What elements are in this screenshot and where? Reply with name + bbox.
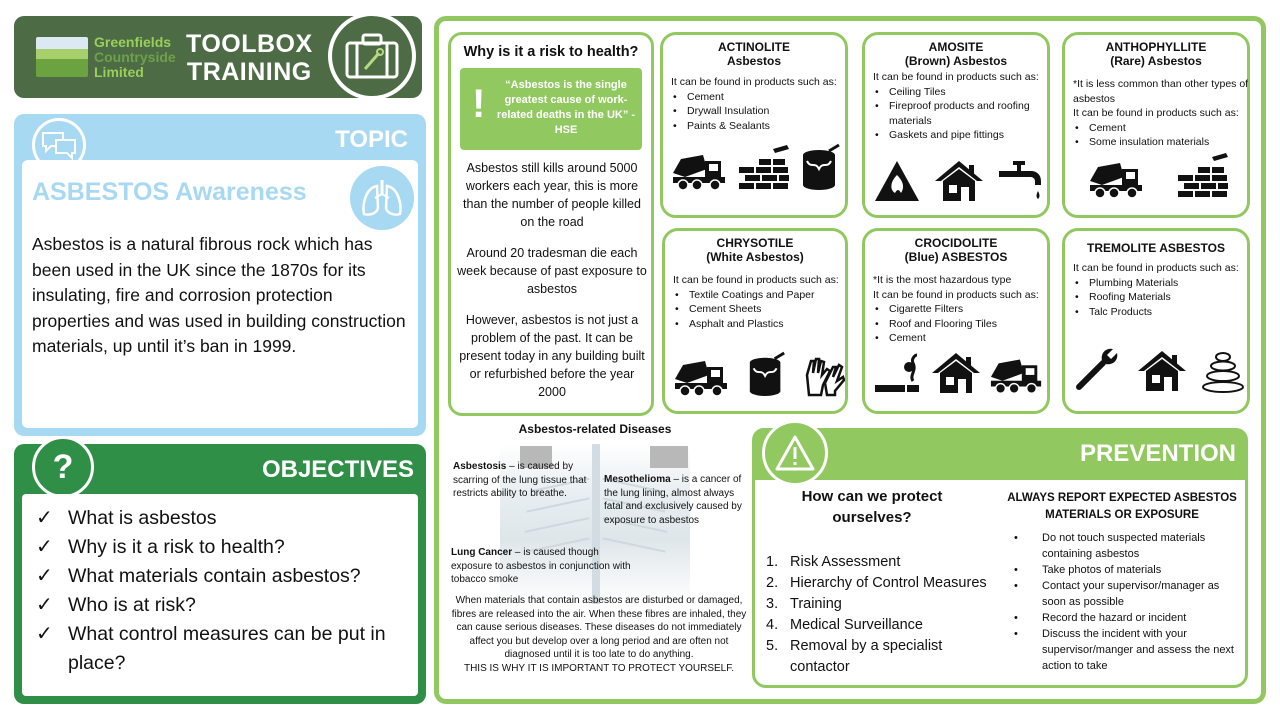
card-body <box>1073 261 1253 319</box>
card-intro: It can be found in products such as: <box>873 71 1039 83</box>
page-title <box>186 30 313 86</box>
hse-quote <box>460 68 642 150</box>
why-risk-title: Why is it a risk to health? <box>463 44 639 60</box>
protect-title: How can we protect ourselves? <box>801 488 943 526</box>
why-paragraph: Around 20 tradesman die each week because of past exposure to asbestos <box>457 246 647 296</box>
list-item: • Gaskets and pipe fittings <box>873 128 1053 143</box>
diseases-title: Asbestos-related Diseases <box>518 422 672 436</box>
lungs-icon <box>360 178 404 218</box>
quote-text: “Asbestos is the single greatest cause of work-related deaths in the UK” - HSE <box>496 79 636 136</box>
list-item: • Cement <box>873 331 1053 346</box>
paint-can-icon <box>799 143 843 191</box>
house-icon <box>933 159 985 203</box>
card-title: CROCIDOLITE (Blue) ASBESTOS <box>904 236 1008 264</box>
card-body <box>873 273 1053 346</box>
card-chrysotile <box>662 228 848 414</box>
cigarette-icon <box>873 351 923 395</box>
list-item: • Plumbing Materials <box>1073 276 1253 291</box>
house-icon <box>1136 349 1188 393</box>
list-item: ✓ Who is at risk? <box>36 591 408 620</box>
card-icons <box>1073 345 1245 393</box>
why-risk-card <box>448 32 654 416</box>
card-intro: It can be found in products such as: <box>673 274 839 286</box>
page-title-line2: TRAINING <box>186 58 312 86</box>
toolbox-badge <box>328 12 416 100</box>
page-title-line1: TOOLBOX <box>186 30 313 58</box>
list-item: • Record the hazard or incident <box>1012 610 1234 626</box>
list-item: 1. Risk Assessment <box>766 554 901 570</box>
bricks-icon <box>737 145 791 191</box>
bricks-icon <box>1176 153 1230 199</box>
card-amosite <box>862 32 1050 218</box>
card-title: ACTINOLITE Asbestos <box>718 40 790 68</box>
list-item: • Contact your supervisor/manager as soon as possible <box>1012 578 1234 610</box>
cement-truck-icon <box>1088 155 1146 199</box>
objectives-label: OBJECTIVES <box>261 456 414 483</box>
toolbox-icon <box>343 31 401 81</box>
list-item: • Paints & Sealants <box>671 119 851 134</box>
card-intro: It can be found in products such as: <box>1073 107 1239 119</box>
lung-cancer-text: Lung Cancer – is caused though exposure to asbestos in conjunction with tobacco smoke <box>451 547 631 585</box>
list-item: ✓ What control measures can be put in place? <box>36 620 408 678</box>
disease-name: Asbestosis <box>453 461 507 472</box>
list-item: • Cement <box>671 90 851 105</box>
cement-truck-icon <box>989 351 1045 395</box>
list-item: 5. Removal by a specialist contactor <box>766 638 943 675</box>
report-list <box>1012 530 1234 674</box>
topic-label: TOPIC <box>335 126 408 153</box>
list-item: ✓ Why is it a risk to health? <box>36 533 408 562</box>
card-anthophyllite <box>1062 32 1250 218</box>
why-risk-text <box>457 159 647 414</box>
card-note: *It is less common than other types of asbestos <box>1073 78 1249 105</box>
question-icon: ? <box>32 436 94 498</box>
card-title: AMOSITE (Brown) Asbestos <box>904 40 1008 68</box>
disease-name: Mesothelioma <box>604 474 671 485</box>
card-intro: It can be found in products such as: <box>671 76 837 88</box>
card-icons <box>671 143 843 191</box>
company-name-line3: Limited <box>94 64 144 80</box>
protect-list <box>766 552 1006 678</box>
checkmark-icon: ✓ <box>36 507 53 529</box>
diseases-summary <box>446 594 752 675</box>
card-crocidolite <box>862 228 1050 414</box>
list-item: ✓ What is asbestos <box>36 504 408 533</box>
list-item: • Talc Products <box>1073 305 1253 320</box>
objectives-panel <box>14 444 426 704</box>
fire-warning-icon <box>873 159 921 203</box>
topic-title: ASBESTOS Awareness <box>32 178 307 206</box>
topic-description: Asbestos is a natural fibrous rock which has been used in the UK since the 1870s for its insulating, fire and corrosion protection properties and was used in building construction materials, up until it’s ban in 1999. <box>32 234 406 356</box>
company-name-line2: Countryside <box>94 49 176 65</box>
mesothelioma-text: Mesothelioma – is a cancer of the lung lining, almost always fatal and exclusively caused by exposure to asbestos <box>604 474 742 526</box>
cement-truck-icon <box>671 147 729 191</box>
wrench-icon <box>1073 345 1123 393</box>
card-title: ANTHOPHYLLITE (Rare) Asbestos <box>1105 40 1207 68</box>
disease-name: Lung Cancer <box>451 547 513 558</box>
list-item: ✓ What materials contain asbestos? <box>36 562 408 591</box>
list-item: • Roofing Materials <box>1073 290 1253 305</box>
list-item: • Some insulation materials <box>1073 135 1253 150</box>
prevention-label: PREVENTION <box>1079 440 1236 467</box>
chat-bubbles-icon <box>40 130 78 160</box>
list-item: • Roof and Flooring Tiles <box>873 317 1053 332</box>
list-item: • Do not touch suspected materials containing asbestos <box>1012 530 1234 562</box>
stones-icon <box>1201 349 1245 393</box>
topic-panel <box>14 114 426 436</box>
checkmark-icon: ✓ <box>36 565 53 587</box>
diseases-summary-caps: THIS IS WHY IT IS IMPORTANT TO PROTECT YOURSELF. <box>463 662 735 674</box>
list-item: • Asphalt and Plastics <box>673 317 853 332</box>
list-item: 4. Medical Surveillance <box>766 617 923 633</box>
checkmark-icon: ✓ <box>36 536 53 558</box>
house-icon <box>930 351 982 395</box>
card-tremolite <box>1062 228 1250 414</box>
asbestosis-text: Asbestosis – is caused by scarring of the lung tissue that restricts ability to breathe. <box>453 461 587 499</box>
card-note: *It is the most hazardous type <box>873 274 1012 286</box>
card-icons <box>873 351 1045 395</box>
warning-badge <box>762 420 828 486</box>
list-item: • Drywall Insulation <box>671 104 851 119</box>
warning-icon <box>775 435 815 471</box>
list-item: • Cigarette Filters <box>873 302 1053 317</box>
list-item: • Cement <box>1073 121 1253 136</box>
card-body <box>873 70 1053 143</box>
company-name-line1: Greenfields <box>94 34 172 50</box>
exclamation-icon: ! <box>472 82 486 126</box>
card-body <box>673 273 853 331</box>
tap-icon <box>997 155 1045 203</box>
card-title: TREMOLITE ASBESTOS <box>1086 241 1225 255</box>
objectives-content <box>22 494 418 696</box>
checkmark-icon: ✓ <box>36 623 53 645</box>
objectives-list <box>36 504 408 678</box>
card-icons <box>673 351 845 397</box>
gloves-icon <box>803 353 845 397</box>
cement-truck-icon <box>673 353 731 397</box>
card-icons <box>873 155 1045 203</box>
why-paragraph: However, asbestos is not just a problem of the past. It can be present today in any building built or refurbished before the year 2000 <box>459 313 645 399</box>
list-item: 3. Training <box>766 596 842 612</box>
card-intro: It can be found in products such as: <box>873 288 1039 301</box>
company-name <box>94 35 176 80</box>
list-item: • Take photos of materials <box>1012 562 1234 578</box>
list-item: 2. Hierarchy of Control Measures <box>766 575 987 591</box>
card-body <box>1073 77 1253 150</box>
list-item: • Discuss the incident with your supervisor/manger and assess the next action to take <box>1012 626 1234 674</box>
checkmark-icon: ✓ <box>36 594 53 616</box>
card-intro: It can be found in products such as: <box>1073 262 1239 274</box>
card-icons <box>1073 153 1245 199</box>
list-item: • Ceiling Tiles <box>873 85 1053 100</box>
paint-can-icon <box>746 351 788 397</box>
why-paragraph: Asbestos still kills around 5000 workers each year, this is more than the number of people killed on the road <box>463 161 641 229</box>
list-item: • Fireproof products and roofing materials <box>873 99 1053 128</box>
card-title: CHRYSOTILE (White Asbestos) <box>706 236 804 264</box>
diseases-summary-text: When materials that contain asbestos are disturbed or damaged, fibres are released into the air. When these fibres are inhaled, they can cause serious diseases. These diseases do not immediately affect you but develop over a long period and are often not diagnosed until it is too late to do anything. <box>451 595 747 660</box>
card-body <box>671 75 851 133</box>
report-title: ALWAYS REPORT EXPECTED ASBESTOS MATERIALS OR EXPOSURE <box>1007 492 1237 521</box>
list-item: • Textile Coatings and Paper <box>673 288 853 303</box>
lungs-badge <box>350 166 414 230</box>
list-item: • Cement Sheets <box>673 302 853 317</box>
card-actinolite <box>660 32 848 218</box>
company-logo <box>36 37 88 77</box>
